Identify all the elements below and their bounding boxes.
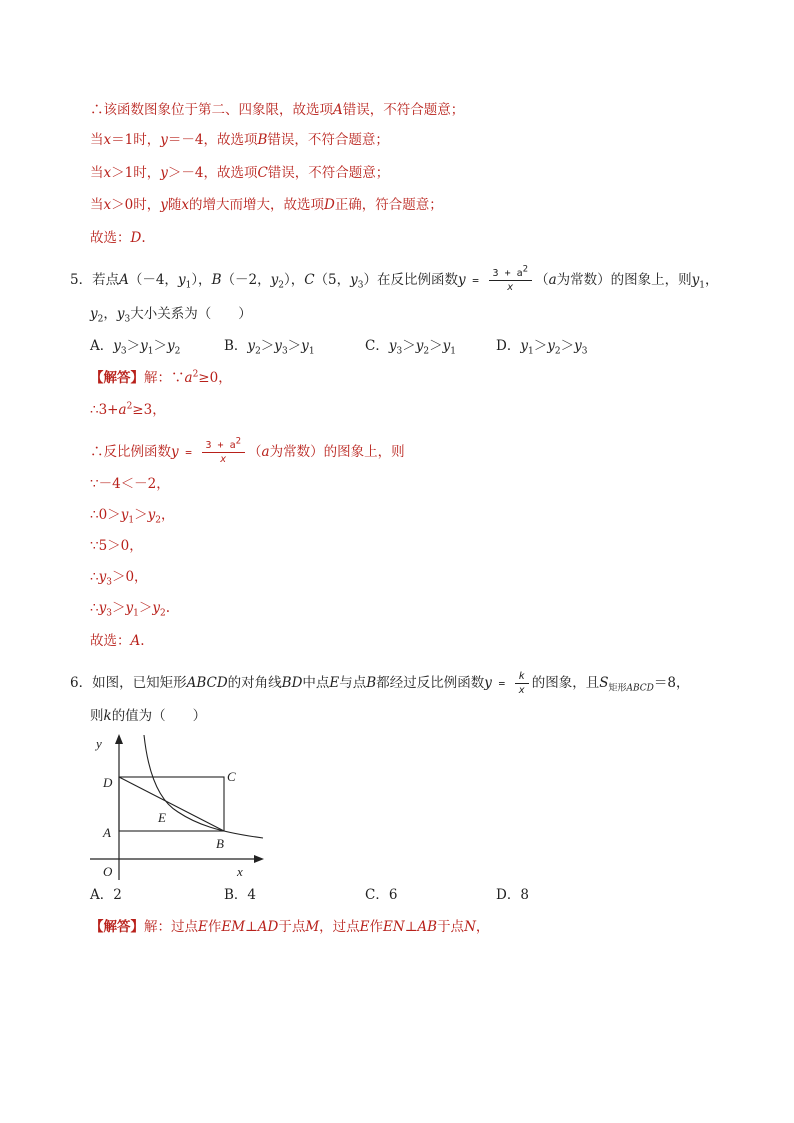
q6-number: 6． bbox=[70, 675, 93, 691]
q5-solution-line-6: ∵5＞0， bbox=[90, 538, 143, 554]
q4-solution-line-3: 当x＞1时，y＞－4，故选项C错误，不符合题意； bbox=[90, 165, 390, 181]
q5-stem-line-1: 5．若点A（－4，$y_1$），B（－2，$y_2$），C（5，$y_3$）在反比例函数y = $\frac{3 + a^2}{x}$ （a为常数）的图象上，则$y_1$， bbox=[70, 264, 719, 293]
q5-solution-line-2: $\therefore 3+a^2\ge 3$， bbox=[90, 401, 166, 418]
origin-label: O bbox=[103, 864, 113, 879]
q6-figure bbox=[88, 732, 268, 882]
point-d-label: D bbox=[103, 775, 113, 790]
q5-solution-line-4: ∵－4＜－2， bbox=[90, 476, 170, 492]
q5-answer-tag: 【解答】 bbox=[90, 370, 144, 386]
q5-option-d[interactable]: D．$y_1>y_2>y_3$ bbox=[496, 338, 588, 357]
y-axis-label: y bbox=[96, 736, 102, 751]
y-axis-arrow-icon bbox=[115, 734, 123, 744]
q6-option-c[interactable]: C．6 bbox=[365, 887, 398, 903]
q5-number: 5． bbox=[70, 272, 93, 288]
q4-choice-line: 故选：D. bbox=[90, 230, 146, 246]
q4-solution-line-2: 当x＝1时，y＝－4，故选项B错误，不符合题意； bbox=[90, 132, 389, 148]
q5-solution-line-1: 【解答】解：$\because a^2\ge 0$， bbox=[90, 369, 232, 386]
q6-solution-line-1: 【解答】解：过点E作EM⊥AD于点M，过点E作EN⊥AB于点N， bbox=[90, 919, 490, 935]
q5-choice-line: 故选：A. bbox=[90, 633, 145, 649]
q5-solution-line-8: $\therefore y_3>y_1>y_2$. bbox=[90, 600, 171, 619]
q5-solution-line-5: $\therefore 0>y_1>y_2$， bbox=[90, 507, 175, 526]
x-axis-label: x bbox=[237, 864, 243, 879]
q5-option-b[interactable]: B．$y_2>y_3>y_1$ bbox=[224, 338, 315, 357]
q6-fraction: $\frac{k}{x}$ bbox=[515, 670, 529, 697]
q5-fraction: $\frac{3 + a^2}{x}$ bbox=[489, 267, 533, 294]
point-e-label: E bbox=[158, 810, 166, 825]
x-axis-arrow-icon bbox=[254, 855, 264, 863]
diagonal-bd bbox=[119, 777, 224, 831]
q5-option-c[interactable]: C．$y_3>y_2>y_1$ bbox=[365, 338, 456, 357]
q6-option-d[interactable]: D．8 bbox=[496, 887, 529, 903]
q6-stem-line-1: 6．如图，已知矩形ABCD的对角线BD中点E与点B都经过反比例函数y = $\frac{k}{x}$ 的图象，且$S_{矩形ABCD}=8$， bbox=[70, 671, 690, 696]
point-a-label: A bbox=[103, 825, 111, 840]
q5-solution-line-3: ∴反比例函数y = $\frac{3 + a^2}{x}$ （a为常数）的图象上，则 bbox=[90, 436, 405, 465]
q6-option-a[interactable]: A．2 bbox=[90, 887, 122, 903]
q5-solution-line-7: $\therefore y_3>0$， bbox=[90, 569, 148, 588]
q5-options bbox=[90, 337, 690, 357]
q5-solution-fraction: $\frac{3 + a^2}{x}$ bbox=[202, 439, 246, 466]
q6-options bbox=[90, 886, 690, 906]
q6-option-b[interactable]: B．4 bbox=[224, 887, 257, 903]
q5-stem-line-2: $y_2$，$y_3$大小关系为（ ） bbox=[90, 306, 252, 325]
q4-solution-line-1: ∴该函数图象位于第二、四象限，故选项A错误，不符合题意； bbox=[90, 102, 465, 118]
q4-solution-line-4: 当x＞0时，y随x的增大而增大，故选项D正确，符合题意； bbox=[90, 197, 443, 213]
q6-answer-tag: 【解答】 bbox=[90, 919, 144, 935]
q6-stem-line-2: 则k的值为（ ） bbox=[90, 708, 207, 724]
q5-option-a[interactable]: A．$y_3>y_1>y_2$ bbox=[90, 338, 181, 357]
point-b-label: B bbox=[216, 836, 224, 851]
point-c-label: C bbox=[227, 769, 236, 784]
